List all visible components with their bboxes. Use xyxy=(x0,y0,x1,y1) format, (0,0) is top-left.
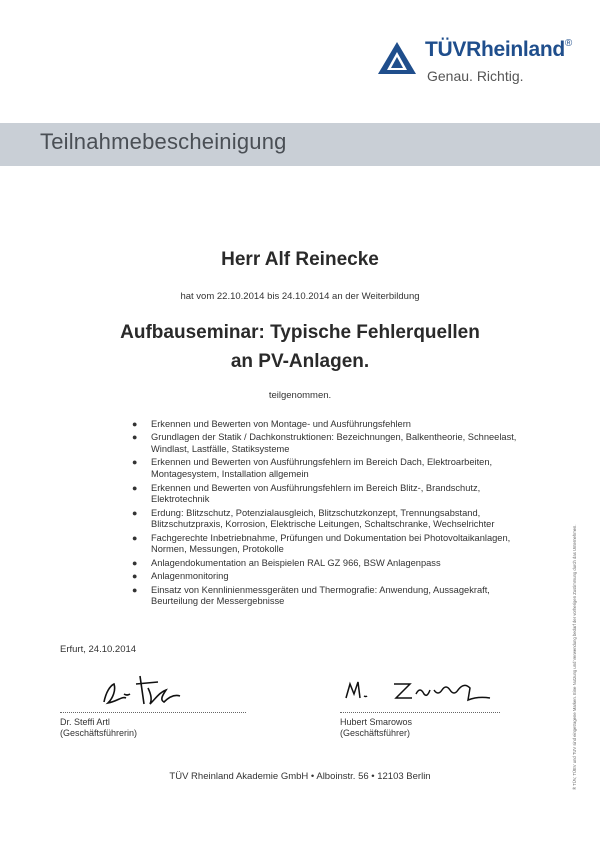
signatory-right-name: Hubert Smarowos xyxy=(340,717,413,727)
signatory-left-role: (Geschäftsführerin) xyxy=(60,728,138,738)
participated-text: teilgenommen. xyxy=(268,390,332,401)
topic-list xyxy=(131,419,531,610)
bullet-icon: ● xyxy=(132,571,138,582)
topic-item: ● Fachgerechte Inbetriebnahme, Prüfungen und Dokumentation bei Photovoltaikanlagen, Normen, Messungen, Protokolle xyxy=(132,532,511,555)
trademark-note: ® TÜV, TÜEV und TUV sind eingetragene Marken. Eine Nutzung und Verwendung bedarf der vorherigen Zustimmung durch das Unternehmen. xyxy=(572,524,577,790)
topic-item: ● Erkennen und Bewerten von Ausführungsfehlern im Bereich Blitz-, Brandschutz, Elektrotechnik xyxy=(132,482,481,505)
logo-tagline: Genau. Richtig. xyxy=(427,68,524,84)
title-band xyxy=(0,123,600,166)
period-text: hat vom 22.10.2014 bis 24.10.2014 an der Weiterbildung xyxy=(180,291,420,302)
recipient-name: Herr Alf Reinecke xyxy=(221,249,379,270)
signatory-left-name: Dr. Steffi Artl xyxy=(60,717,110,727)
topic-item: ● Erkennen und Bewerten von Montage- und Ausführungsfehlern xyxy=(132,419,411,429)
triangle-logo-icon xyxy=(376,40,418,76)
bullet-icon: ● xyxy=(132,419,138,429)
tuv-rheinland-logo xyxy=(376,38,576,92)
topic-item: ● Anlagenmonitoring xyxy=(132,571,229,582)
bullet-icon: ● xyxy=(132,507,138,518)
seminar-title-line-2: an PV-Anlagen. xyxy=(230,351,370,372)
topic-item: ● Erkennen und Bewerten von Ausführungsfehlern im Bereich Dach, Elektroarbeiten, Montagesystem, Installation allgemein xyxy=(132,457,493,480)
signature-right-image xyxy=(340,670,500,710)
signatory-right-role: (Geschäftsführer) xyxy=(340,728,411,738)
bullet-icon: ● xyxy=(132,532,138,543)
topic-item: ● Einsatz von Kennlinienmessgeräten und Thermografie: Anwendung, Aussagekraft, Beurteilung der Messergebnisse xyxy=(132,584,490,607)
bullet-icon: ● xyxy=(132,457,138,468)
signature-line-left xyxy=(60,712,246,713)
signature-line-right xyxy=(340,712,500,713)
bullet-icon: ● xyxy=(132,584,138,595)
signatory-right xyxy=(340,717,412,739)
registered-mark: ® xyxy=(564,38,572,49)
topic-item: ● Grundlagen der Statik / Dachkonstruktionen: Bezeichnungen, Balkentheorie, Schneelast, Windlast, Lastfälle, Statiksysteme xyxy=(132,432,517,455)
topic-item: ● Erdung: Blitzschutz, Potenzialausgleich, Blitzschutzkonzept, Trennungsabstand, Blitzschutzpraxis, Korrosion, Elektrische Leitungen, Schaltschranke, Wechselrichter xyxy=(132,507,495,530)
seminar-title xyxy=(0,318,600,376)
topic-item: ● Anlagendokumentation an Beispielen RAL GZ 966, BSW Anlagenpass xyxy=(132,557,441,568)
place-date: Erfurt, 24.10.2014 xyxy=(60,644,137,655)
signatory-left xyxy=(60,717,137,739)
logo-brand: TÜVRheinland® xyxy=(425,38,572,61)
seminar-title-line-1: Aufbauseminar: Typische Fehlerquellen xyxy=(120,322,480,343)
bullet-icon: ● xyxy=(132,557,138,568)
bullet-icon: ● xyxy=(132,482,138,493)
signature-left-image xyxy=(96,668,186,710)
footer-address: TÜV Rheinland Akademie GmbH • Alboinstr. 56 • 12103 Berlin xyxy=(169,771,431,782)
page-title: Teilnahmebescheinigung xyxy=(40,129,287,154)
bullet-icon: ● xyxy=(132,432,138,443)
